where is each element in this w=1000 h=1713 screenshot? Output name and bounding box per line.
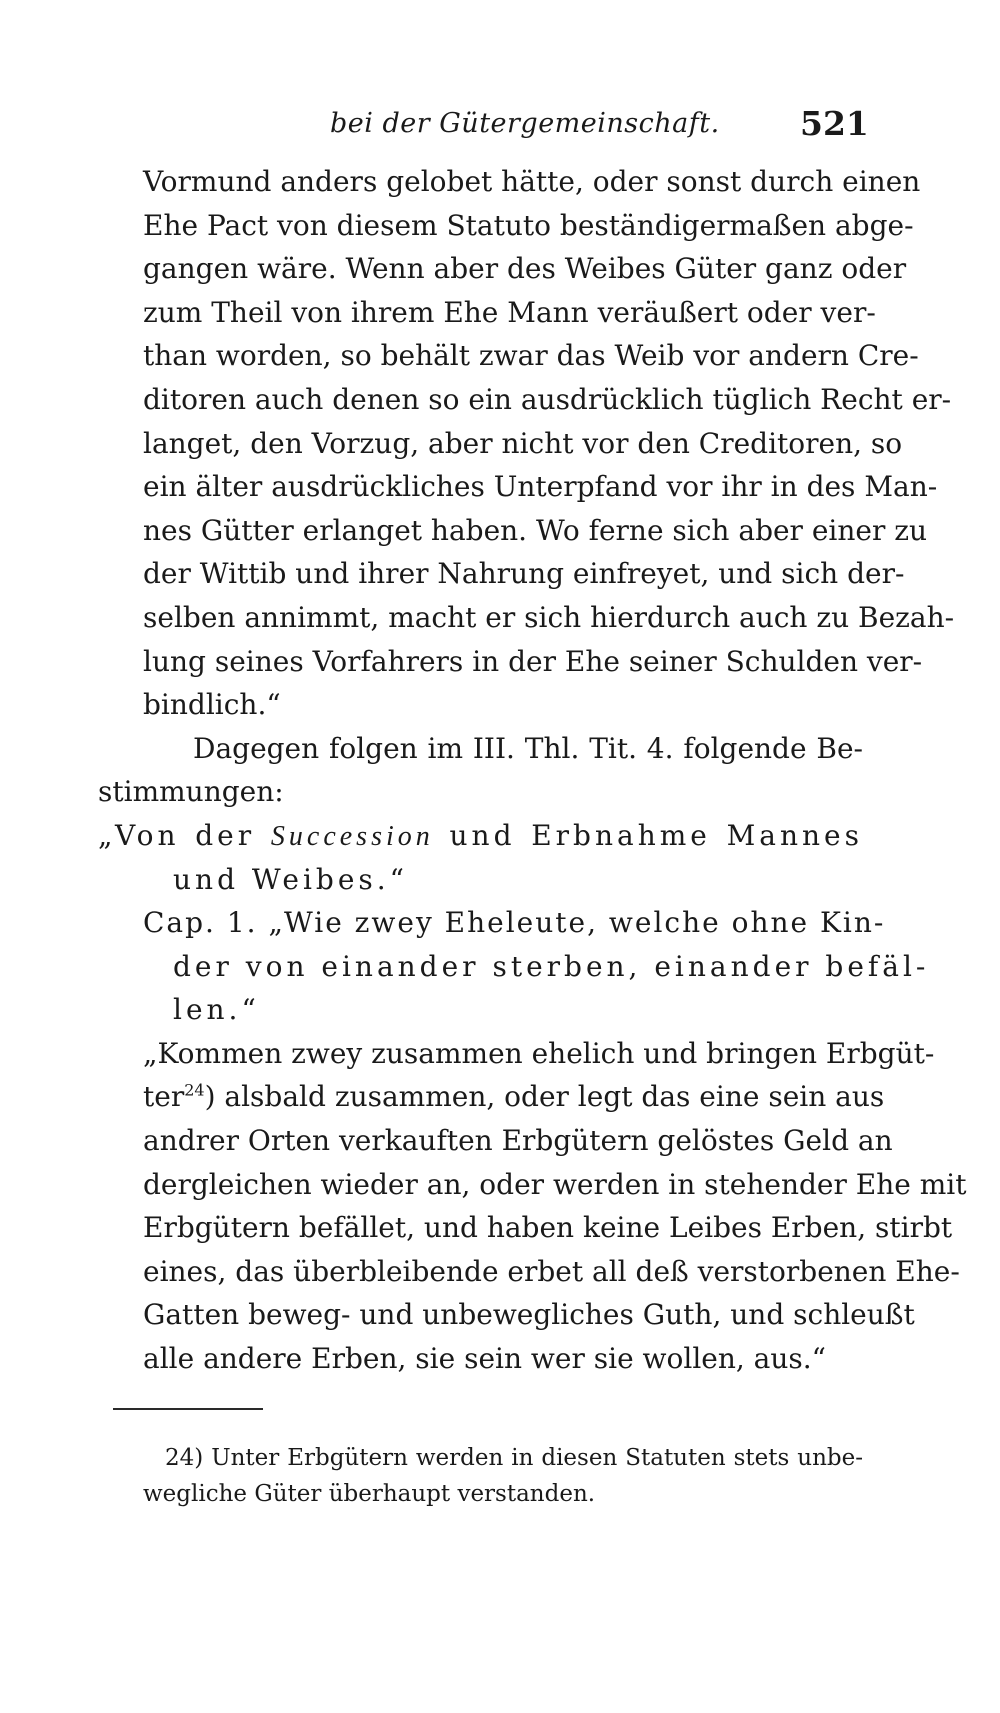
chapter-heading-line3: len.“ xyxy=(173,993,260,1027)
paragraph-line: Dagegen folgen im III. Thl. Tit. 4. folgende Be- xyxy=(193,731,863,765)
text-line: langet, den Vorzug, aber nicht vor den Creditoren, so xyxy=(143,426,903,460)
paragraph-line: stimmungen: xyxy=(98,775,284,809)
section-heading xyxy=(98,814,863,858)
text-line: ein älter ausdrückliches Unterpfand vor ihr in des Man- xyxy=(143,470,938,504)
page-number: 521 xyxy=(800,104,869,143)
running-title: bei der Gütergemeinschaft. xyxy=(330,108,720,139)
text-line: selben annimmt, macht er sich hierdurch auch zu Bezah- xyxy=(143,600,955,634)
text-line: lung seines Vorfahrers in der Ehe seiner Schulden ver- xyxy=(143,644,923,678)
quote-text: ) alsbald zusammen, oder legt das eine sein aus xyxy=(204,1080,885,1114)
heading-suffix: und Erbnahme Mannes xyxy=(433,818,863,852)
quote-line: dergleichen wieder an, oder werden in stehender Ehe mit xyxy=(143,1167,967,1201)
quote-text: ter xyxy=(143,1080,185,1114)
text-line: Ehe Pact von diesem Statuto beständigermaßen abge- xyxy=(143,208,914,242)
quote-line: „Kommen zwey zusammen ehelich und bringen Erbgüt- xyxy=(143,1036,935,1070)
text-line: than worden, so behält zwar das Weib vor andern Cre- xyxy=(143,339,919,373)
quote-line xyxy=(143,1075,885,1119)
footnote-line: 24) Unter Erbgütern werden in diesen Statuten stets unbe- xyxy=(165,1445,863,1471)
text-line: ditoren auch denen so ein ausdrücklich tüglich Recht er- xyxy=(143,382,952,416)
chapter-heading-line2: der von einander sterben, einander befäl- xyxy=(173,949,930,983)
footnote-line: wegliche Güter überhaupt verstanden. xyxy=(143,1481,596,1507)
text-line: bindlich.“ xyxy=(143,688,281,722)
footnote xyxy=(143,1440,863,1512)
main-text xyxy=(98,160,967,1381)
footnote-marker[interactable]: 24 xyxy=(184,1081,205,1101)
quote-line: alle andere Erben, sie sein wer sie wollen, aus.“ xyxy=(143,1342,826,1376)
text-line: zum Theil von ihrem Ehe Mann veräußert oder ver- xyxy=(143,295,876,329)
text-line: gangen wäre. Wenn aber des Weibes Güter ganz oder xyxy=(143,252,907,286)
text-line: Vormund anders gelobet hätte, oder sonst durch einen xyxy=(143,165,921,198)
section-heading-line2: und Weibes.“ xyxy=(173,862,408,896)
quote-line: Gatten beweg- und unbewegliches Guth, und schleußt xyxy=(143,1298,915,1332)
text-line: der Wittib und ihrer Nahrung einfreyet, und sich der- xyxy=(143,557,905,591)
chapter-heading: Cap. 1. „Wie zwey Eheleute, welche ohne Kin- xyxy=(143,906,886,940)
heading-prefix: „Von der xyxy=(98,818,271,852)
text-line: nes Gütter erlanget haben. Wo ferne sich aber einer zu xyxy=(143,513,928,547)
quote-line: andrer Orten verkauften Erbgütern gelöstes Geld an xyxy=(143,1124,893,1158)
quote-line: eines, das überbleibende erbet all deß verstorbenen Ehe- xyxy=(143,1254,960,1288)
quote-line: Erbgütern befället, und haben keine Leibes Erben, stirbt xyxy=(143,1211,953,1245)
heading-latin-word: Succession xyxy=(270,820,434,852)
footnote-divider xyxy=(113,1408,263,1410)
